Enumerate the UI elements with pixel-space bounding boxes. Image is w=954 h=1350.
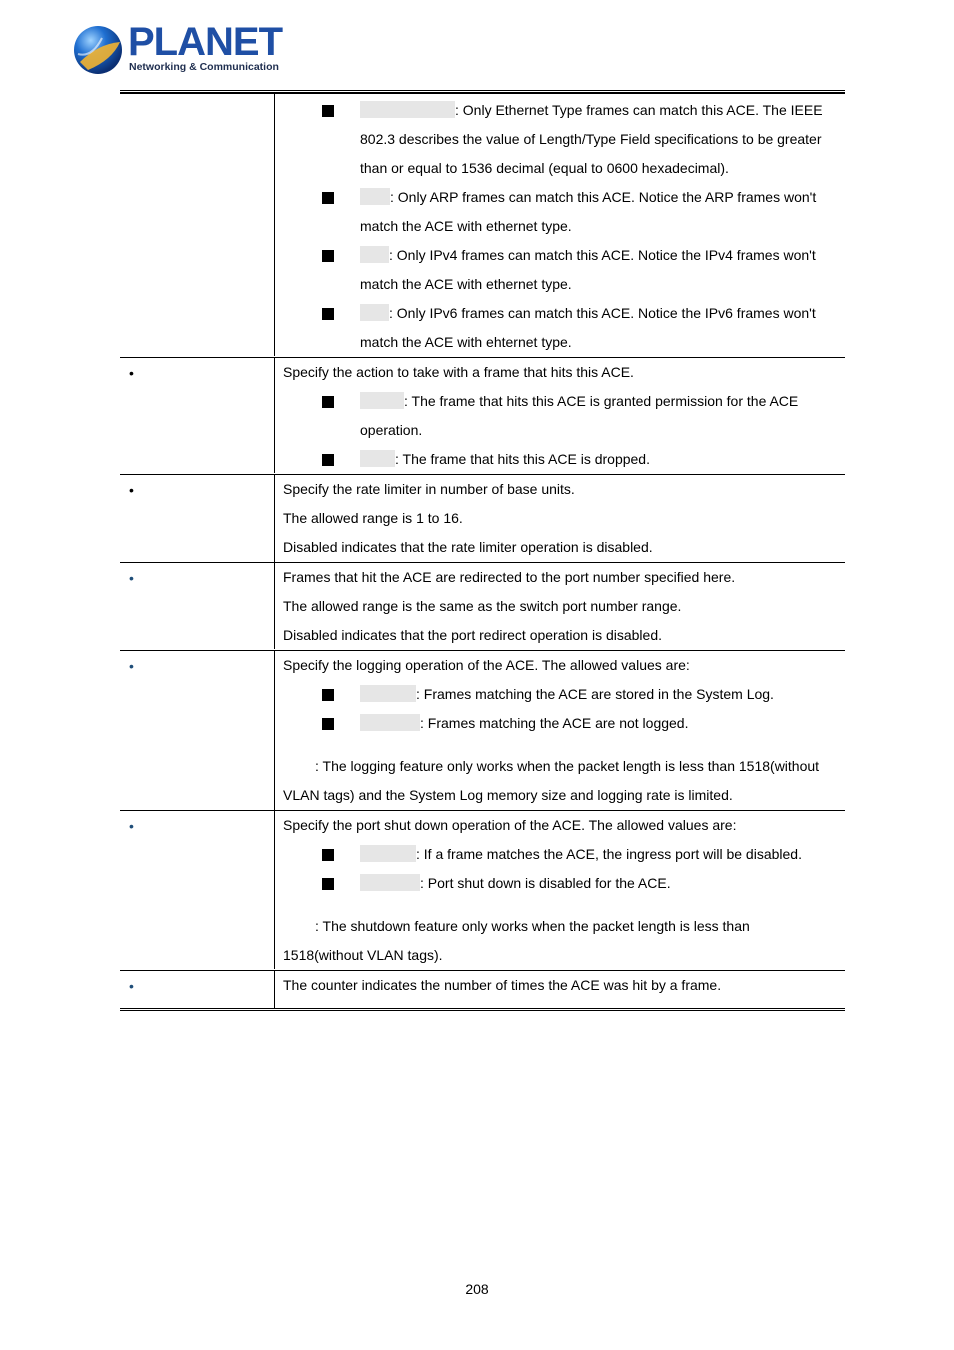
description-text: Specify the port shut down operation of the ACE. The allowed values are: [283,817,737,833]
square-bullet-icon [322,192,334,204]
item-text: : Only Ethernet Type frames can match this ACE. The IEEE [455,102,823,118]
bullet-icon: • [129,365,134,381]
bullet-icon: • [129,482,134,498]
list-item [283,183,837,241]
option-label [360,845,416,862]
option-label [360,304,389,321]
description-text: The counter indicates the number of times the ACE was hit by a frame. [283,977,722,993]
description-text: Frames that hit the ACE are redirected to the port number specified here. [283,569,736,585]
note-text: : The logging feature only works when the packet length is less than 1518(without [315,758,820,774]
page-number: 208 [465,1281,489,1297]
description-text: Specify the logging operation of the ACE. The allowed values are: [283,657,690,673]
parameter-table [120,90,845,1011]
parameter-name-cell [120,971,275,1008]
description-cell [275,811,845,970]
parameter-name-cell [120,563,275,649]
description-text: Disabled indicates that the rate limiter operation is disabled. [283,539,653,555]
parameter-name-cell [120,811,275,969]
item-text: : Only IPv4 frames can match this ACE. Notice the IPv4 frames won't [389,247,816,263]
list-item [283,241,837,299]
parameter-name-cell [120,651,275,810]
list-item [283,840,837,869]
description-cell [275,971,845,1008]
square-bullet-icon [322,878,334,890]
description-cell [275,563,845,650]
note-text: VLAN tags) and the System Log memory size and logging rate is limited. [283,787,733,803]
parameter-name-cell [120,358,275,473]
description-text: Disabled indicates that the port redirect operation is disabled. [283,627,662,643]
table-row-port-redirect [120,563,845,651]
parameter-name-cell [120,475,275,562]
square-bullet-icon [322,689,334,701]
square-bullet-icon [322,718,334,730]
table-row-action [120,358,845,475]
description-cell [275,651,845,810]
table-row-frame-type [120,94,845,358]
item-text: match the ACE with ethernet type. [360,218,572,234]
list-item [283,680,837,709]
square-bullet-icon [322,849,334,861]
description-cell [275,358,845,474]
table-row-counter [120,971,845,1011]
option-label [360,188,390,205]
item-text: match the ACE with ethernet type. [360,276,572,292]
option-label [360,714,420,731]
note-text: : The shutdown feature only works when the packet length is less than [315,918,750,934]
list-item [283,96,837,183]
option-label [360,450,395,467]
item-text: : If a frame matches the ACE, the ingress port will be disabled. [416,846,802,862]
list-item [283,709,837,738]
square-bullet-icon [322,396,334,408]
description-text: The allowed range is 1 to 16. [283,510,463,526]
option-label [360,246,389,263]
square-bullet-icon [322,250,334,262]
bullet-icon: • [129,978,134,994]
item-text: 802.3 describes the value of Length/Type Field specifications to be greater [360,131,822,147]
square-bullet-icon [322,105,334,117]
item-text: : Frames matching the ACE are stored in the System Log. [416,686,774,702]
brand-tagline: Networking & Communication [129,61,279,73]
item-text: : Only IPv6 frames can match this ACE. Notice the IPv6 frames won't [389,305,816,321]
item-text: match the ACE with ehternet type. [360,334,572,350]
option-label [360,392,404,409]
description-text: Specify the action to take with a frame that hits this ACE. [283,364,634,380]
item-text: : Port shut down is disabled for the ACE. [420,875,671,891]
parameter-name-cell [120,94,275,356]
list-item [283,299,837,357]
brand-name: PLANET [128,20,282,64]
description-cell [275,94,845,357]
globe-logo-icon [72,24,124,76]
table-row-shutdown [120,811,845,971]
bullet-icon: • [129,818,134,834]
item-text: : The frame that hits this ACE is dropped. [395,451,650,467]
description-text: The allowed range is the same as the switch port number range. [283,598,682,614]
option-label [360,874,420,891]
option-label [360,685,416,702]
bullet-icon: • [129,570,134,586]
item-text: operation. [360,422,423,438]
table-row-rate-limiter [120,475,845,563]
table-row-logging [120,651,845,811]
description-text: Specify the rate limiter in number of base units. [283,481,575,497]
item-text: : The frame that hits this ACE is granted permission for the ACE [404,393,799,409]
square-bullet-icon [322,308,334,320]
bullet-icon: • [129,658,134,674]
description-cell [275,475,845,562]
list-item [283,445,837,474]
planet-logo [72,20,282,78]
item-text: : Only ARP frames can match this ACE. Notice the ARP frames won't [390,189,817,205]
note-text: 1518(without VLAN tags). [283,947,443,963]
item-text: than or equal to 1536 decimal (equal to 0600 hexadecimal). [360,160,729,176]
list-item [283,387,837,445]
list-item [283,869,837,898]
option-label [360,101,455,118]
square-bullet-icon [322,454,334,466]
item-text: : Frames matching the ACE are not logged. [420,715,689,731]
